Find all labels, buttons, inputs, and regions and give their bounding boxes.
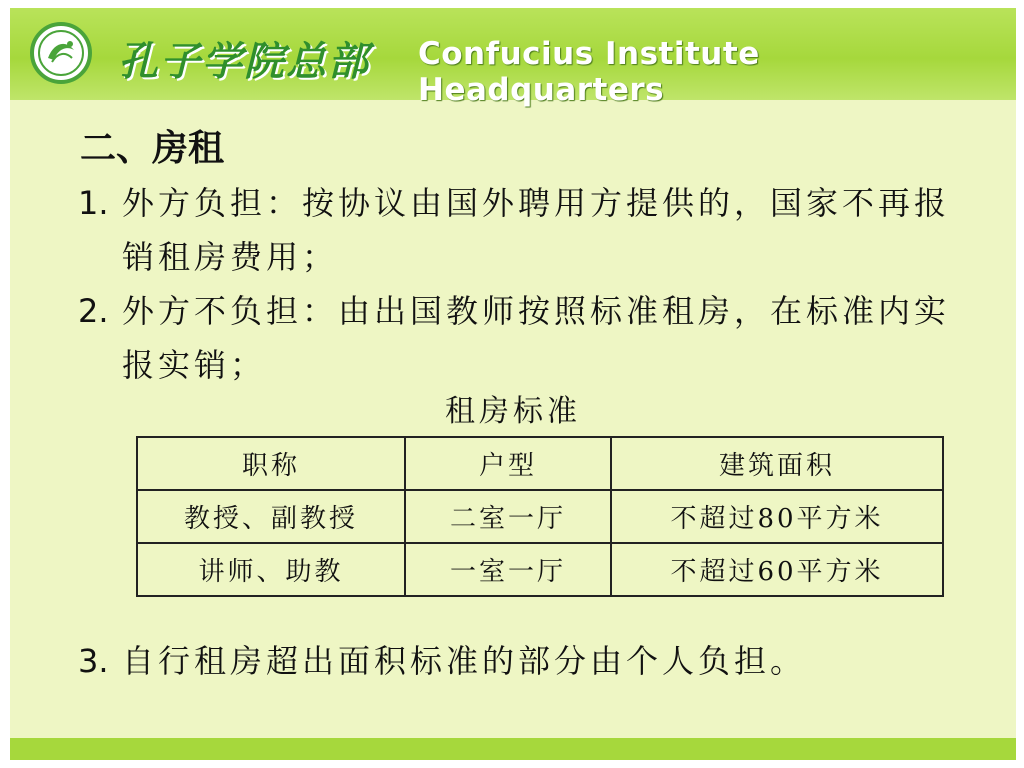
table-header-row bbox=[137, 437, 943, 490]
brand-name-chinese: 孔子学院总部 bbox=[118, 38, 370, 85]
table-cell: 教授、副教授 bbox=[137, 490, 405, 543]
column-header-layout: 户型 bbox=[405, 437, 611, 490]
confucius-institute-logo-icon bbox=[30, 22, 92, 84]
list-item-number: 3. bbox=[78, 642, 109, 680]
table-caption: 租房标准 bbox=[445, 394, 581, 429]
column-header-title: 职称 bbox=[137, 437, 405, 490]
list-item-text: 外方不负担：由出国教师按照标准租房，在标准内实报实销； bbox=[122, 292, 951, 384]
table-row bbox=[137, 490, 943, 543]
table-cell: 讲师、助教 bbox=[137, 543, 405, 596]
list-item-1 bbox=[78, 176, 982, 284]
table-cell: 一室一厅 bbox=[405, 543, 611, 596]
list-item-2 bbox=[78, 284, 982, 392]
header-banner bbox=[10, 8, 1016, 108]
list-item-number: 2. bbox=[78, 292, 109, 330]
section-title: 二、房租 bbox=[80, 127, 225, 169]
list-item-text: 外方负担：按协议由国外聘用方提供的，国家不再报销租房费用； bbox=[122, 184, 951, 276]
slide bbox=[10, 8, 1016, 760]
footer-bar bbox=[10, 738, 1016, 760]
list-item-number: 1. bbox=[78, 184, 109, 222]
table-row bbox=[137, 543, 943, 596]
table-cell: 不超过60平方米 bbox=[611, 543, 943, 596]
table-cell: 不超过80平方米 bbox=[611, 490, 943, 543]
rent-standard-table bbox=[136, 436, 944, 597]
list-item-text: 自行租房超出面积标准的部分由个人负担。 bbox=[122, 642, 807, 680]
list-item-3 bbox=[78, 634, 982, 688]
brand-name-english: Confucius Institute Headquarters bbox=[418, 36, 760, 108]
table-cell: 二室一厅 bbox=[405, 490, 611, 543]
column-header-area: 建筑面积 bbox=[611, 437, 943, 490]
